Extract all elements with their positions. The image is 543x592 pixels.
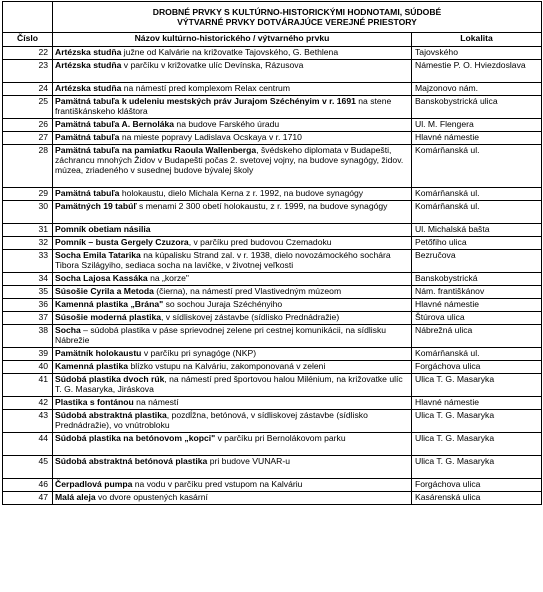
column-header-row — [3, 33, 542, 47]
row-element-name-rest: na námestí pred komplexom Relax centrum — [121, 83, 290, 93]
row-element-name-bold: Pamätná tabuľa — [55, 188, 120, 198]
row-number: 34 — [3, 273, 53, 286]
row-element-name-bold: Artézska studňa — [55, 83, 122, 93]
row-element-name-bold: Pamätných 19 tabúľ — [55, 201, 137, 211]
table-row — [3, 325, 542, 348]
row-element-name-rest: , pozdĺžna, betónová, v sídliskovej zástavbe (sídlisko Prednádražie), vo vnútrobloku — [55, 410, 368, 430]
row-element-name-rest: na mieste popravy Ladislava Ocskaya v r. 1710 — [119, 132, 302, 142]
row-element-name — [53, 47, 412, 60]
row-element-name — [53, 224, 412, 237]
row-location: Nábrežná ulica — [412, 325, 542, 348]
row-number: 28 — [3, 145, 53, 188]
row-location: Tajovského — [412, 47, 542, 60]
row-element-name-bold: Socha Emila Tatarika — [55, 250, 141, 260]
row-number: 37 — [3, 312, 53, 325]
row-element-name-rest: , na námestí pred športovou halou Milénium, na križovatke ulíc T. G. Masaryka, Jiráskova — [55, 374, 403, 394]
row-element-name-bold: Plastika s fontánou — [55, 397, 134, 407]
row-number: 25 — [3, 96, 53, 119]
row-element-name-rest: holokaustu, dielo Michala Kerna z r. 1992, na budove synagógy — [119, 188, 364, 198]
column-header-number: Číslo — [3, 33, 53, 47]
row-element-name — [53, 145, 412, 188]
row-element-name-bold: Pomník – busta Gergely Czuzora — [55, 237, 189, 247]
table-row — [3, 312, 542, 325]
row-element-name-rest: so sochou Juraja Széchényiho — [163, 299, 283, 309]
row-element-name-rest: , v parčíku pred budovou Czemadoku — [188, 237, 332, 247]
row-number: 47 — [3, 492, 53, 505]
row-element-name-rest: na kúpalisku Strand zal. v r. 1938, dielo novozámockého sochára Tibora Szilágyiho, sediaca socha na lavičke, v životnej veľkosti — [55, 250, 391, 270]
table-row — [3, 237, 542, 250]
table-row — [3, 286, 542, 299]
table-row — [3, 397, 542, 410]
row-number: 27 — [3, 132, 53, 145]
row-element-name-bold: Čerpadlová pumpa — [55, 479, 133, 489]
row-number: 43 — [3, 410, 53, 433]
table-row — [3, 492, 542, 505]
table-title-row — [3, 2, 542, 33]
row-element-name-rest: pri budove VUNAR-u — [207, 456, 290, 466]
row-location: Petőfiho ulica — [412, 237, 542, 250]
row-number: 26 — [3, 119, 53, 132]
row-number: 42 — [3, 397, 53, 410]
row-element-name-bold: Pamätná tabuľa — [55, 132, 120, 142]
table-row — [3, 96, 542, 119]
row-element-name-bold: Malá aleja — [55, 492, 96, 502]
row-element-name-rest: na budove Farského úradu — [174, 119, 280, 129]
row-location: Štúrova ulica — [412, 312, 542, 325]
table-row — [3, 132, 542, 145]
row-element-name — [53, 479, 412, 492]
row-number: 41 — [3, 374, 53, 397]
row-number: 23 — [3, 60, 53, 83]
table-title — [53, 2, 542, 33]
row-location: Ulica T. G. Masaryka — [412, 433, 542, 456]
row-location: Forgáchova ulica — [412, 361, 542, 374]
table-row — [3, 201, 542, 224]
row-element-name-bold: Kamenná plastika — [55, 361, 129, 371]
row-element-name-rest: , v sídliskovej zástavbe (sídlisko Prednádražie) — [161, 312, 340, 322]
table-row — [3, 410, 542, 433]
row-element-name-rest: s menami 2 300 obetí holokaustu, z r. 1999, na budove synagógy — [136, 201, 388, 211]
row-element-name-bold: Súdobá plastika dvoch rúk — [55, 374, 165, 384]
row-element-name — [53, 83, 412, 96]
row-number: 35 — [3, 286, 53, 299]
row-location: Komárňanská ul. — [412, 145, 542, 188]
row-location: Bezručova — [412, 250, 542, 273]
row-number: 46 — [3, 479, 53, 492]
row-element-name-rest: blízko vstupu na Kalváriu, zakomponovaná v zeleni — [128, 361, 326, 371]
row-element-name — [53, 286, 412, 299]
row-element-name — [53, 348, 412, 361]
row-element-name-bold: Súdobá plastika na betónovom „kopci" — [55, 433, 216, 443]
row-element-name-bold: Kamenná plastika „Brána" — [55, 299, 164, 309]
row-element-name-rest: južne od Kalvárie na križovatke Tajovského, G. Bethlena — [121, 47, 339, 57]
row-element-name-bold: Pomník obetiam násilia — [55, 224, 151, 234]
row-element-name — [53, 325, 412, 348]
row-element-name-rest: , švédskeho diplomata v Budapešti, záchrancu mnohých Židov v Budapešti počas 2. svetovej vojny, na budove synagógy, židov. múzea, zriadeného v susednej budove bývalej školy — [55, 145, 404, 175]
row-number: 30 — [3, 201, 53, 224]
row-element-name-rest: na stene františkánskeho kláštora — [55, 96, 392, 116]
row-location: Banskobystrická ulica — [412, 96, 542, 119]
row-location: Komárňanská ul. — [412, 188, 542, 201]
row-number: 24 — [3, 83, 53, 96]
row-number: 44 — [3, 433, 53, 456]
row-element-name-rest: na vodu v parčíku pred vstupom na Kalváriu — [132, 479, 303, 489]
row-element-name-rest: na „korze" — [147, 273, 189, 283]
row-location: Kasárenská ulica — [412, 492, 542, 505]
table-row — [3, 47, 542, 60]
table-row — [3, 119, 542, 132]
table-row — [3, 188, 542, 201]
table-row — [3, 145, 542, 188]
row-element-name-rest: v parčíku pri Bernolákovom parku — [215, 433, 346, 443]
row-element-name-bold: Socha — [55, 325, 81, 335]
row-location: Ulica T. G. Masaryka — [412, 456, 542, 479]
row-element-name — [53, 397, 412, 410]
table-row — [3, 224, 542, 237]
row-location: Komárňanská ul. — [412, 201, 542, 224]
row-number: 33 — [3, 250, 53, 273]
row-element-name-bold: Súsošie Cyrila a Metoda — [55, 286, 154, 296]
row-element-name — [53, 299, 412, 312]
row-number: 29 — [3, 188, 53, 201]
row-element-name — [53, 60, 412, 83]
row-element-name-bold: Artézska studňa — [55, 47, 122, 57]
row-element-name — [53, 456, 412, 479]
table-title-spacer — [3, 2, 53, 33]
table-row — [3, 479, 542, 492]
row-number: 40 — [3, 361, 53, 374]
row-location: Banskobystrická — [412, 273, 542, 286]
row-number: 38 — [3, 325, 53, 348]
monuments-table — [2, 1, 542, 505]
row-location: Forgáchova ulica — [412, 479, 542, 492]
row-element-name — [53, 188, 412, 201]
row-location: Komárňanská ul. — [412, 348, 542, 361]
row-element-name-rest: – súdobá plastika v páse sprievodnej zelene pri cestnej komunikácii, na sídlisku Nábrežie — [55, 325, 387, 345]
row-element-name — [53, 374, 412, 397]
row-element-name-bold: Súsošie moderná plastika — [55, 312, 162, 322]
row-element-name — [53, 361, 412, 374]
row-element-name — [53, 312, 412, 325]
table-row — [3, 348, 542, 361]
row-number: 22 — [3, 47, 53, 60]
row-element-name-rest: v parčíku pri synagóge (NKP) — [143, 348, 257, 358]
row-number: 31 — [3, 224, 53, 237]
table-title-line2: VÝTVARNÉ PRVKY DOTVÁRAJÚCE VEREJNÉ PRIESTORY — [177, 17, 417, 27]
row-element-name — [53, 273, 412, 286]
table-row — [3, 374, 542, 397]
row-element-name — [53, 119, 412, 132]
row-element-name-bold: Pamätná tabuľa k udeleniu mestských práv Jurajom Széchényim v r. 1691 — [55, 96, 356, 106]
row-location: Ulica T. G. Masaryka — [412, 410, 542, 433]
row-element-name-bold: Socha Lajosa Kassáka — [55, 273, 148, 283]
table-row — [3, 273, 542, 286]
row-element-name-rest: vo dvore opustených kasární — [95, 492, 208, 502]
column-header-location: Lokalita — [412, 33, 542, 47]
row-number: 45 — [3, 456, 53, 479]
table-row — [3, 361, 542, 374]
table-row — [3, 60, 542, 83]
row-element-name-bold: Pamätná tabuľa A. Bernoláka — [55, 119, 175, 129]
row-element-name — [53, 433, 412, 456]
row-element-name-rest: na námestí — [133, 397, 179, 407]
table-row — [3, 433, 542, 456]
row-number: 39 — [3, 348, 53, 361]
row-element-name-bold: Súdobá abstraktná plastika — [55, 410, 167, 420]
row-number: 36 — [3, 299, 53, 312]
row-element-name — [53, 410, 412, 433]
row-element-name-bold: Artézska studňa — [55, 60, 122, 70]
row-element-name-rest: v parčíku v križovatke ulíc Devínska, Rázusova — [121, 60, 304, 70]
row-element-name — [53, 201, 412, 224]
row-element-name-bold: Pamätník holokaustu — [55, 348, 144, 358]
row-element-name — [53, 492, 412, 505]
row-element-name — [53, 132, 412, 145]
row-location: Majzonovo nám. — [412, 83, 542, 96]
row-location: Ul. M. Flengera — [412, 119, 542, 132]
column-header-name: Názov kultúrno-historického / výtvarného prvku — [53, 33, 412, 47]
row-element-name — [53, 96, 412, 119]
table-row — [3, 299, 542, 312]
row-location: Hlavné námestie — [412, 299, 542, 312]
table-title-line1: DROBNÉ PRVKY S KULTÚRNO-HISTORICKÝMI HODNOTAMI, SÚDOBÉ — [152, 7, 442, 17]
row-location: Ul. Michalská bašta — [412, 224, 542, 237]
row-element-name-bold: Pamätná tabuľa na pamiatku Raoula Wallenberga — [55, 145, 257, 155]
table-row — [3, 250, 542, 273]
row-location: Nám. františkánov — [412, 286, 542, 299]
row-element-name-rest: (čierna), na námestí pred Vlastivedným múzeom — [153, 286, 342, 296]
row-location: Ulica T. G. Masaryka — [412, 374, 542, 397]
row-location: Hlavné námestie — [412, 132, 542, 145]
row-number: 32 — [3, 237, 53, 250]
row-location: Námestie P. O. Hviezdoslava — [412, 60, 542, 83]
row-location: Hlavné námestie — [412, 397, 542, 410]
row-element-name — [53, 237, 412, 250]
table-row — [3, 456, 542, 479]
table-row — [3, 83, 542, 96]
row-element-name — [53, 250, 412, 273]
row-element-name-bold: Súdobá abstraktná betónová plastika — [55, 456, 208, 466]
